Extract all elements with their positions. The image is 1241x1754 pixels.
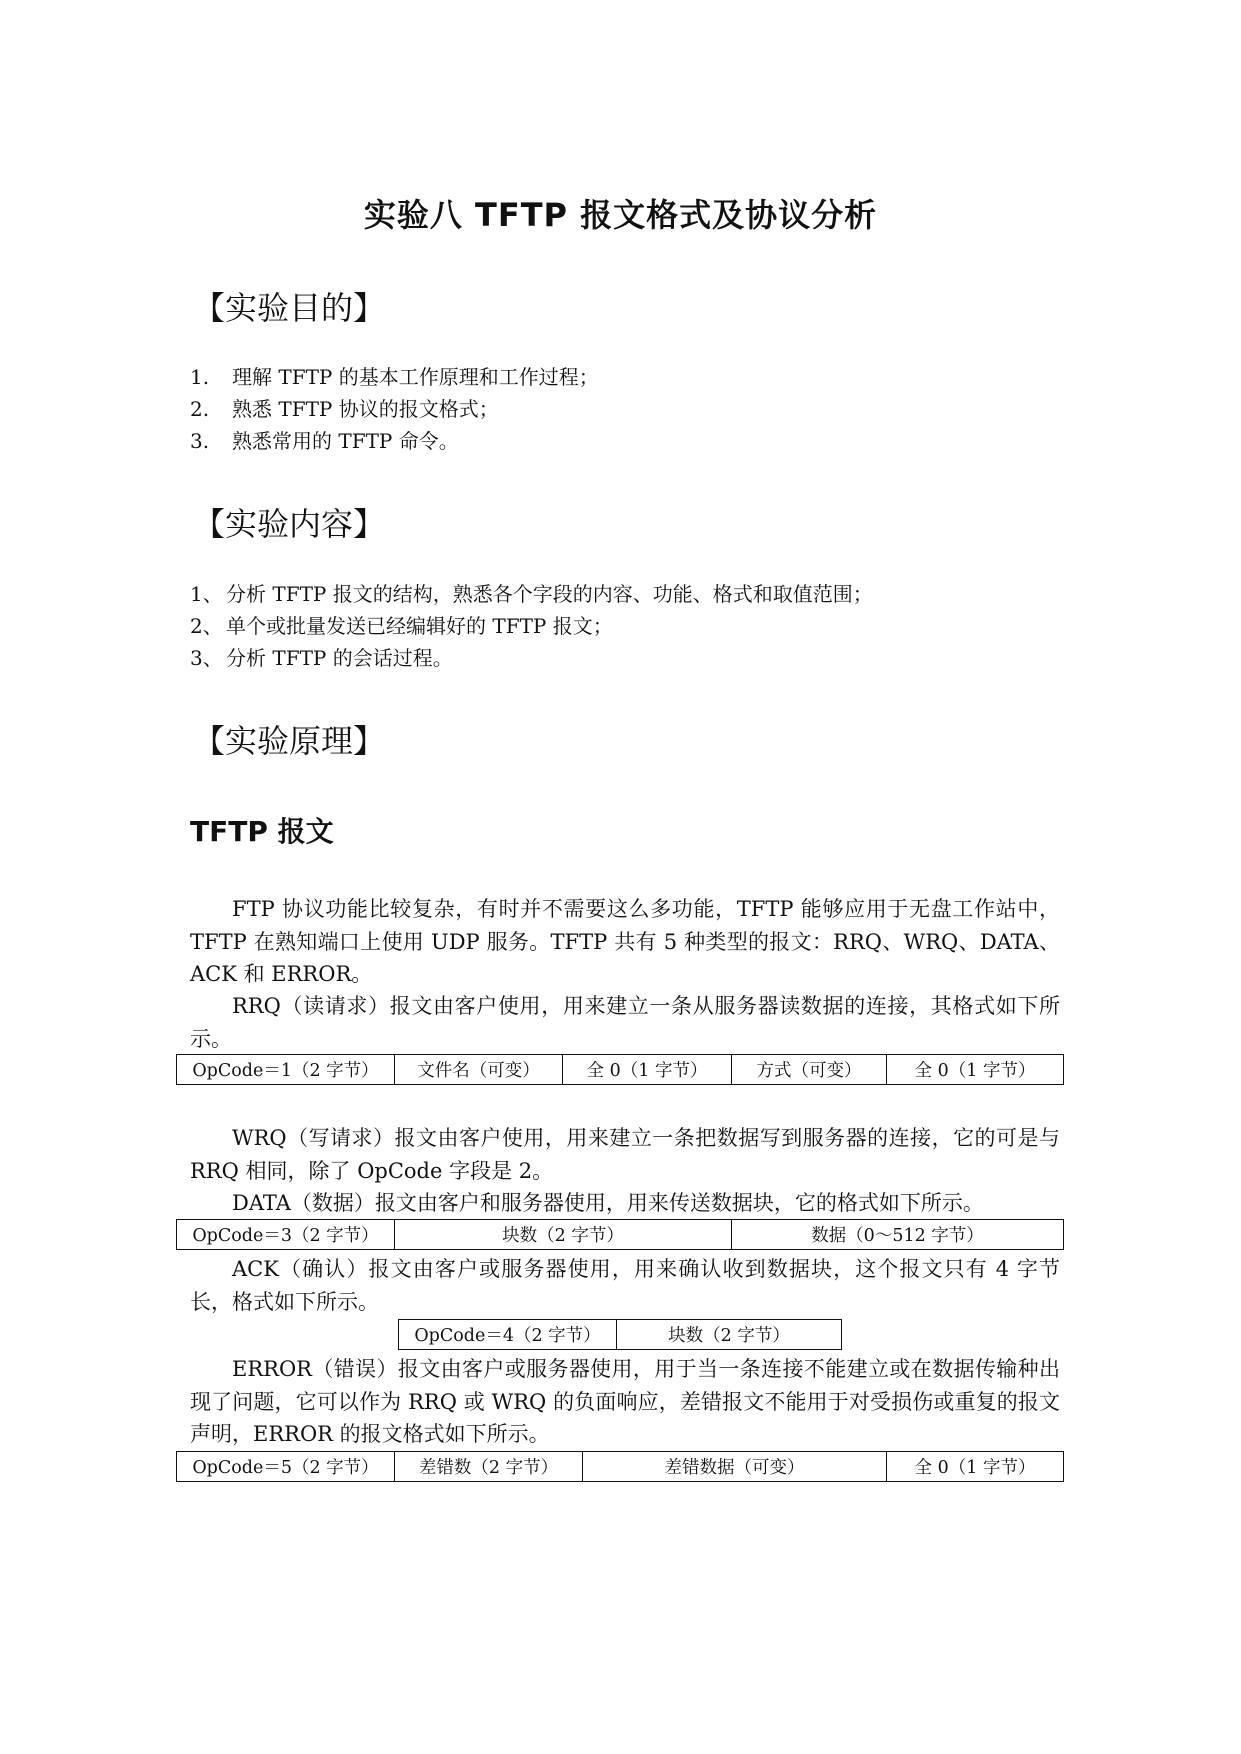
table-row (399, 1320, 842, 1350)
list-item: 3、 分析 TFTP 的会话过程。 (190, 646, 453, 670)
list-item: 1. 理解 TFTP 的基本工作原理和工作过程； (190, 365, 599, 389)
table-row (177, 1055, 1064, 1085)
paragraph-ack: ACK（确认）报文由客户或服务器使用，用来确认收到数据块，这个报文只有 4 字节长，格式如下所示。 (190, 1257, 1060, 1314)
rrq-format-table (176, 1054, 1064, 1085)
paragraph-intro: FTP 协议功能比较复杂，有时并不需要这么多功能，TFTP 能够应用于无盘工作站中，TFTP 在熟知端口上使用 UDP 服务。TFTP 共有 5 种类型的报文：RRQ、WRQ、DATA、ACK 和 ERROR。 (190, 897, 1060, 986)
content-list (190, 578, 873, 674)
table-cell: 差错数据（可变） (583, 1452, 887, 1482)
document-title: 实验八 TFTP 报文格式及协议分析 (363, 196, 878, 234)
table-cell: OpCode＝5（2 字节） (177, 1452, 395, 1482)
table-cell: 块数（2 字节） (395, 1220, 732, 1250)
paragraph-error: ERROR（错误）报文由客户或服务器使用，用于当一条连接不能建立或在数据传输种出现了问题，它可以作为 RRQ 或 WRQ 的负面响应，差错报文不能用于对受损伤或重复的报文声明，ERROR 的报文格式如下所示。 (190, 1357, 1060, 1446)
section-heading-content: 【实验内容】 (193, 505, 386, 543)
ack-format-table (398, 1319, 842, 1350)
subsection-heading-tftp: TFTP 报文 (190, 815, 334, 848)
table-row (177, 1452, 1064, 1482)
table-cell: 差错数（2 字节） (395, 1452, 583, 1482)
paragraph-wrq: WRQ（写请求）报文由客户使用，用来建立一条把数据写到服务器的连接，它的可是与 RRQ 相同，除了 OpCode 字段是 2。 (190, 1126, 1060, 1183)
list-item: 2. 熟悉 TFTP 协议的报文格式； (190, 397, 499, 421)
section-heading-purpose: 【实验目的】 (193, 289, 386, 327)
list-item: 1、 分析 TFTP 报文的结构，熟悉各个字段的内容、功能、格式和取值范围； (190, 582, 873, 606)
table-cell: 块数（2 字节） (617, 1320, 842, 1350)
table-cell: 全 0（1 字节） (887, 1452, 1064, 1482)
purpose-list (190, 361, 599, 457)
table-cell: 数据（0～512 字节） (732, 1220, 1064, 1250)
table-cell: OpCode＝4（2 字节） (399, 1320, 617, 1350)
error-format-table (176, 1451, 1064, 1482)
list-item: 2、 单个或批量发送已经编辑好的 TFTP 报文； (190, 614, 613, 638)
section-heading-principle: 【实验原理】 (193, 722, 386, 760)
table-cell: 全 0（1 字节） (887, 1055, 1064, 1085)
list-item: 3. 熟悉常用的 TFTP 命令。 (190, 429, 459, 453)
paragraph-rrq: RRQ（读请求）报文由客户使用，用来建立一条从服务器读数据的连接，其格式如下所示。 (190, 994, 1060, 1051)
table-cell: 全 0（1 字节） (563, 1055, 732, 1085)
table-cell: OpCode＝3（2 字节） (177, 1220, 395, 1250)
paragraph-data: DATA（数据）报文由客户和服务器使用，用来传送数据块，它的格式如下所示。 (232, 1191, 984, 1215)
table-row (177, 1220, 1064, 1250)
data-format-table (176, 1219, 1064, 1250)
table-cell: 方式（可变） (732, 1055, 887, 1085)
table-cell: 文件名（可变） (395, 1055, 563, 1085)
table-cell: OpCode＝1（2 字节） (177, 1055, 395, 1085)
